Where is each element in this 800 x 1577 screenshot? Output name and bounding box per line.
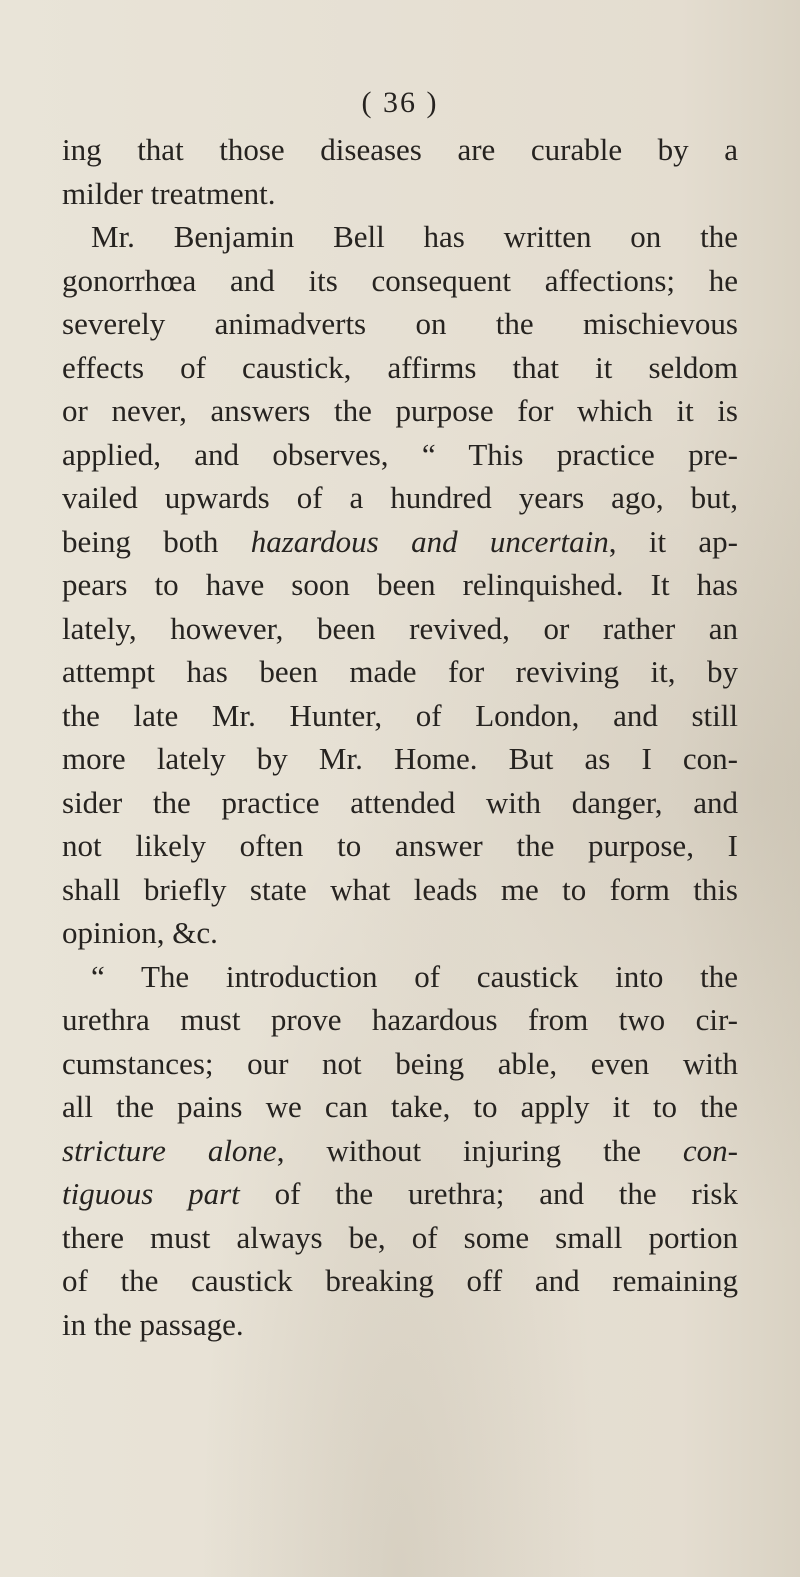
text-line: shall briefly state what leads me to form this [62, 871, 738, 907]
text-line: in the passage. [62, 1306, 244, 1342]
text-line: there must always be, of some small portion [62, 1219, 738, 1255]
text-line: not likely often to answer the purpose, I [62, 828, 738, 863]
page-number: ( 36 ) [361, 86, 439, 119]
text-line: stricture alone, without injuring the con- [62, 1132, 738, 1168]
text-line: ing that those diseases are curable by a [62, 132, 738, 167]
text-line: vailed upwards of a hundred years ago, but, [62, 480, 738, 515]
body-text [62, 128, 738, 1346]
text-line: gonorrhœa and its consequent affections; he [62, 262, 738, 298]
text-line: urethra must prove hazardous from two cir- [62, 1002, 738, 1037]
text-line: sider the practice attended with danger, and [62, 784, 738, 820]
text-line: pears to have soon been relinquished. It has [62, 567, 738, 602]
text-line: Mr. Benjamin Bell has written on the [91, 219, 738, 254]
text-line: severely animadverts on the mischievous [62, 306, 738, 341]
text-line: of the caustick breaking off and remaining [62, 1263, 738, 1298]
text-line: the late Mr. Hunter, of London, and still [62, 697, 738, 733]
text-line: opinion, &c. [62, 915, 218, 950]
text-line: milder treatment. [62, 175, 276, 211]
text-line: more lately by Mr. Home. But as I con- [62, 741, 738, 776]
text-line: tiguous part of the urethra; and the risk [62, 1176, 738, 1211]
text-line: cumstances; our not being able, even with [62, 1045, 738, 1081]
text-line: being both hazardous and uncertain, it ap- [62, 523, 738, 559]
text-line: lately, however, been revived, or rather an [62, 610, 738, 646]
text-line: “ The introduction of caustick into the [91, 958, 738, 994]
text-line: all the pains we can take, to apply it to the [62, 1089, 738, 1124]
text-line: or never, answers the purpose for which it is [62, 393, 738, 428]
text-line: effects of caustick, affirms that it seldom [62, 349, 738, 385]
text-line: attempt has been made for reviving it, by [62, 654, 738, 689]
text-line: applied, and observes, “ This practice pre- [62, 436, 738, 472]
